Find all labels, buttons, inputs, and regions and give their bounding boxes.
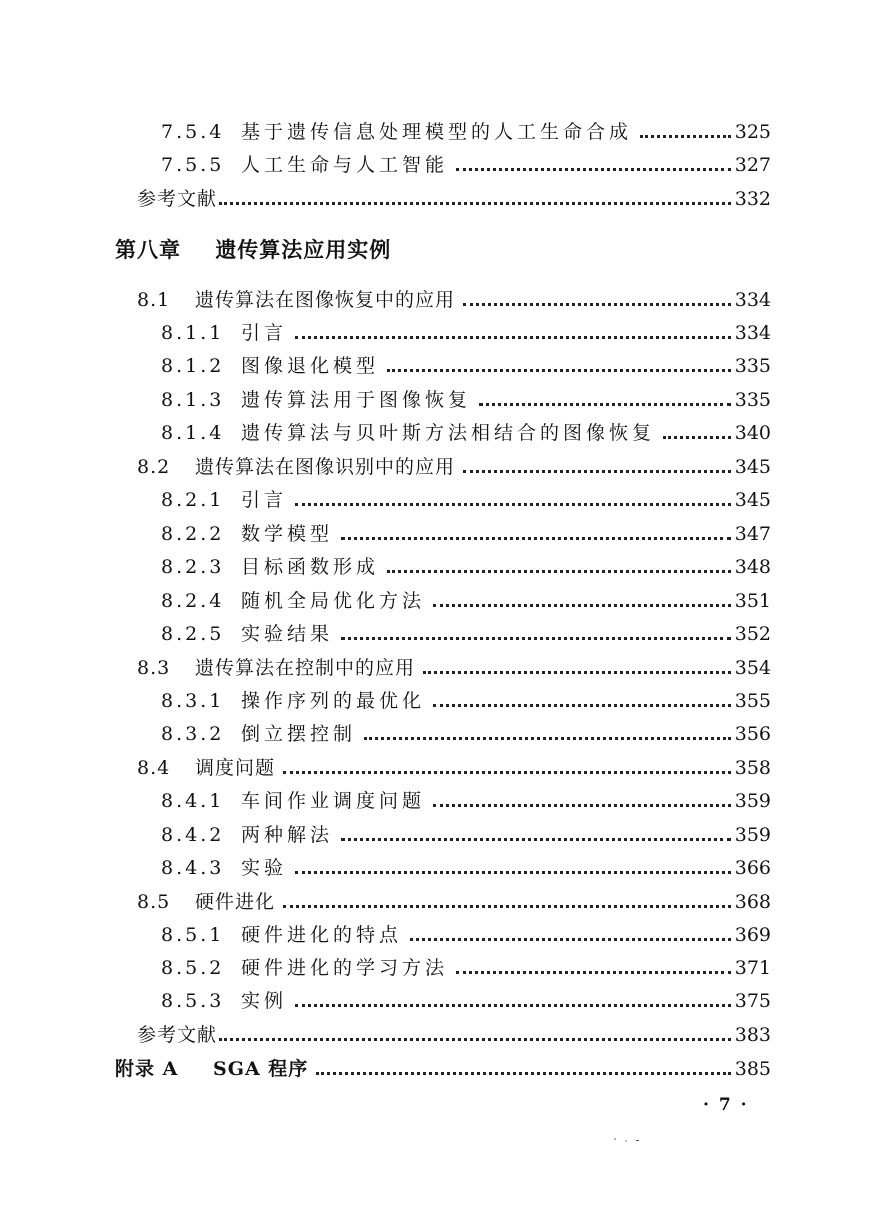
toc-entry[interactable] bbox=[137, 887, 771, 917]
section-number: 8.4.1 bbox=[161, 790, 225, 812]
page-number: 325 bbox=[734, 121, 771, 143]
toc-entry-appendix[interactable] bbox=[115, 1054, 771, 1084]
section-title: 两种解法 bbox=[241, 824, 334, 846]
section-number: 8.3 bbox=[137, 657, 171, 679]
page-number: 366 bbox=[734, 857, 771, 879]
toc-entry[interactable] bbox=[161, 351, 771, 381]
section-title: 图像退化模型 bbox=[241, 355, 380, 377]
toc-entry[interactable] bbox=[161, 586, 771, 616]
section-title: 调度问题 bbox=[195, 757, 276, 779]
toc-entry[interactable] bbox=[161, 117, 771, 147]
section-number: 8.1.2 bbox=[161, 355, 225, 377]
toc-entry[interactable] bbox=[161, 820, 771, 850]
dot-leader bbox=[295, 871, 731, 874]
toc-entry-references[interactable] bbox=[137, 184, 771, 214]
toc-entry[interactable] bbox=[137, 753, 771, 783]
section-title: 实例 bbox=[241, 990, 288, 1012]
dot-leader bbox=[456, 971, 731, 974]
dot-leader bbox=[283, 905, 731, 908]
scan-noise bbox=[612, 1130, 652, 1146]
section-title: 基于遗传信息处理模型的人工生命合成 bbox=[241, 121, 633, 143]
section-number: 8.2 bbox=[137, 456, 171, 478]
page-number: 335 bbox=[734, 355, 771, 377]
section-number: 8.1.3 bbox=[161, 389, 225, 411]
toc-entry[interactable] bbox=[161, 786, 771, 816]
section-number: 8.2.2 bbox=[161, 523, 225, 545]
section-number: 8.4.2 bbox=[161, 824, 225, 846]
section-title: 硬件进化 bbox=[195, 891, 276, 913]
dot-leader bbox=[219, 202, 731, 205]
dot-leader bbox=[387, 369, 731, 372]
section-number: 8.4 bbox=[137, 757, 171, 779]
page-number: 340 bbox=[734, 422, 771, 444]
dot-leader bbox=[463, 470, 731, 473]
dot-leader bbox=[433, 704, 731, 707]
page-number: 358 bbox=[734, 757, 771, 779]
page-number: 345 bbox=[734, 489, 771, 511]
page-number: 334 bbox=[734, 289, 771, 311]
section-title: 实验结果 bbox=[241, 623, 334, 645]
references-title: 参考文献 bbox=[137, 188, 218, 210]
section-number: 8.2.5 bbox=[161, 623, 225, 645]
section-title: 遗传算法在图像恢复中的应用 bbox=[195, 289, 456, 311]
section-title: 数学模型 bbox=[241, 523, 334, 545]
page-number: 359 bbox=[734, 790, 771, 812]
dot-leader bbox=[663, 436, 731, 439]
dot-leader bbox=[364, 737, 731, 740]
appendix-title: SGA 程序 bbox=[213, 1058, 309, 1080]
toc-entry[interactable] bbox=[161, 418, 771, 448]
toc-entry[interactable] bbox=[161, 719, 771, 749]
section-number: 8.4.3 bbox=[161, 857, 225, 879]
dot-leader bbox=[433, 804, 731, 807]
section-title: 倒立摆控制 bbox=[241, 723, 357, 745]
toc-entry[interactable] bbox=[161, 686, 771, 716]
section-title: 人工生命与人工智能 bbox=[241, 154, 449, 176]
dot-leader bbox=[295, 1004, 731, 1007]
page-number: 355 bbox=[734, 690, 771, 712]
references-title: 参考文献 bbox=[137, 1024, 218, 1046]
toc-entry[interactable] bbox=[137, 452, 771, 482]
section-title: 遗传算法用于图像恢复 bbox=[241, 389, 472, 411]
toc-entry[interactable] bbox=[161, 953, 771, 983]
section-title: 遗传算法在图像识别中的应用 bbox=[195, 456, 456, 478]
dot-leader bbox=[410, 938, 731, 941]
toc-entry[interactable] bbox=[137, 285, 771, 315]
page-number: 334 bbox=[734, 322, 771, 344]
page-number: 352 bbox=[734, 623, 771, 645]
section-title: 引言 bbox=[241, 322, 288, 344]
page-number: 348 bbox=[734, 556, 771, 578]
page-number: 351 bbox=[734, 590, 771, 612]
page-number: 327 bbox=[734, 154, 771, 176]
section-number: 8.5.1 bbox=[161, 924, 225, 946]
dot-leader bbox=[341, 838, 731, 841]
toc-entry[interactable] bbox=[161, 318, 771, 348]
page-number: 383 bbox=[734, 1024, 771, 1046]
section-number: 7.5.5 bbox=[161, 154, 225, 176]
toc-entry[interactable] bbox=[161, 986, 771, 1016]
section-number: 8.3.1 bbox=[161, 690, 225, 712]
toc-entry[interactable] bbox=[161, 552, 771, 582]
toc-entry[interactable] bbox=[161, 853, 771, 883]
page-number: 356 bbox=[734, 723, 771, 745]
toc-entry[interactable] bbox=[137, 653, 771, 683]
dot-leader bbox=[341, 637, 731, 640]
chapter-number: 第八章 bbox=[115, 237, 181, 262]
page-number: 371 bbox=[734, 957, 771, 979]
toc-entry[interactable] bbox=[161, 519, 771, 549]
dot-leader bbox=[295, 503, 731, 506]
toc-entry[interactable] bbox=[161, 619, 771, 649]
section-number: 8.1 bbox=[137, 289, 171, 311]
section-number: 8.2.4 bbox=[161, 590, 225, 612]
section-title: 遗传算法与贝叶斯方法相结合的图像恢复 bbox=[241, 422, 656, 444]
dot-leader bbox=[283, 771, 731, 774]
section-title: 硬件进化的特点 bbox=[241, 924, 403, 946]
dot-leader bbox=[219, 1038, 731, 1041]
section-number: 8.2.3 bbox=[161, 556, 225, 578]
appendix-label: 附录 A bbox=[115, 1058, 179, 1080]
section-title: 遗传算法在控制中的应用 bbox=[195, 657, 416, 679]
page-number: 347 bbox=[734, 523, 771, 545]
section-number: 8.5 bbox=[137, 891, 171, 913]
page-number: 359 bbox=[734, 824, 771, 846]
toc-entry[interactable] bbox=[161, 385, 771, 415]
dot-leader bbox=[295, 336, 731, 339]
dot-leader bbox=[387, 570, 731, 573]
section-number: 8.3.2 bbox=[161, 723, 225, 745]
section-number: 8.5.2 bbox=[161, 957, 225, 979]
section-title: 硬件进化的学习方法 bbox=[241, 957, 449, 979]
dot-leader bbox=[463, 303, 731, 306]
section-number: 8.2.1 bbox=[161, 489, 225, 511]
section-title: 车间作业调度问题 bbox=[241, 790, 426, 812]
toc-entry[interactable] bbox=[161, 920, 771, 950]
page-number: 354 bbox=[734, 657, 771, 679]
section-number: 7.5.4 bbox=[161, 121, 225, 143]
page-number: 345 bbox=[734, 456, 771, 478]
toc-entry[interactable] bbox=[161, 150, 771, 180]
section-number: 8.5.3 bbox=[161, 990, 225, 1012]
section-title: 引言 bbox=[241, 489, 288, 511]
page-number: 375 bbox=[734, 990, 771, 1012]
chapter-heading[interactable] bbox=[115, 234, 391, 264]
dot-leader bbox=[456, 168, 731, 171]
page-folio: · 7 · bbox=[703, 1095, 749, 1115]
dot-leader bbox=[341, 537, 731, 540]
page-number: 368 bbox=[734, 891, 771, 913]
page-number: 335 bbox=[734, 389, 771, 411]
dot-leader bbox=[423, 671, 731, 674]
toc-entry[interactable] bbox=[161, 485, 771, 515]
dot-leader bbox=[433, 604, 731, 607]
section-title: 目标函数形成 bbox=[241, 556, 380, 578]
page-number: 385 bbox=[734, 1058, 771, 1080]
section-number: 8.1.1 bbox=[161, 322, 225, 344]
toc-entry-references[interactable] bbox=[137, 1020, 771, 1050]
section-title: 操作序列的最优化 bbox=[241, 690, 426, 712]
section-number: 8.1.4 bbox=[161, 422, 225, 444]
page-number: 332 bbox=[734, 188, 771, 210]
dot-leader bbox=[479, 403, 731, 406]
page-number: 369 bbox=[734, 924, 771, 946]
dot-leader bbox=[316, 1072, 731, 1075]
dot-leader bbox=[640, 135, 731, 138]
section-title: 随机全局优化方法 bbox=[241, 590, 426, 612]
chapter-title: 遗传算法应用实例 bbox=[215, 237, 392, 262]
section-title: 实验 bbox=[241, 857, 288, 879]
